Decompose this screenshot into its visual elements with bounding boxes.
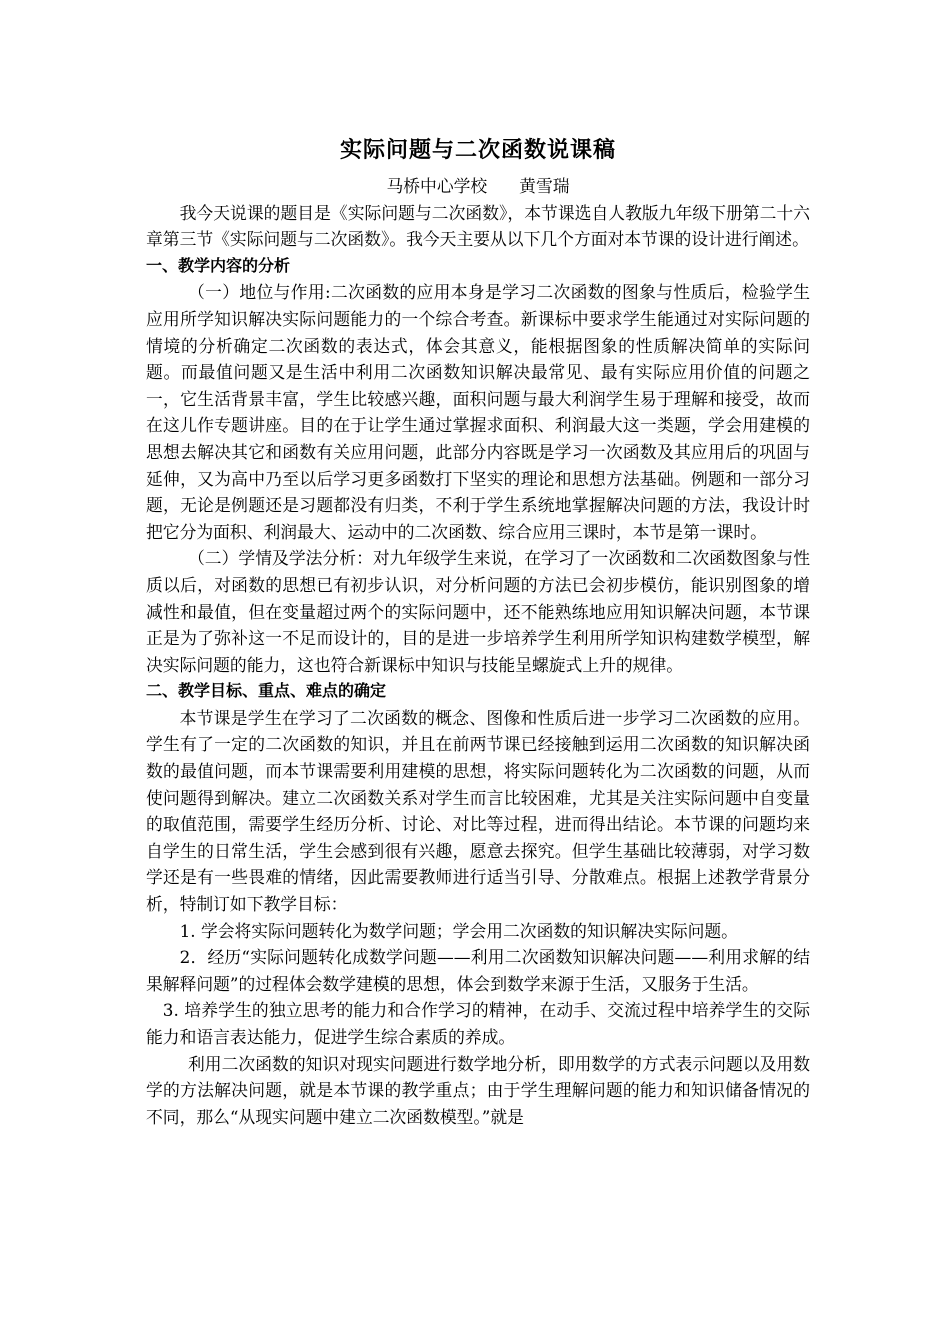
section2-paragraph-2: 利用二次函数的知识对现实问题进行数学地分析，即用数学的方式表示问题以及用数学的方法解决问题，就是本节课的教学重点；由于学生理解问题的能力和知识储备情况的不同，那么“从现实问题中建立二次函数模型。”就是	[146, 1053, 810, 1127]
section1-paragraph-2: （二）学情及学法分析：对九年级学生来说，在学习了一次函数和二次函数图象与性质以后，对函数的思想已有初步认识，对分析问题的方法已会初步模仿，能识别图象的增减性和最值，但在变量超过两个的实际问题中，还不能熟练地应用知识解决问题，本节课正是为了弥补这一不足而设计的，目的是进一步培养学生利用所学知识构建数学模型，解决实际问题的能力，这也符合新课标中知识与技能呈螺旋式上升的规律。	[146, 548, 810, 675]
document-page	[146, 133, 810, 1130]
section2-paragraph-1: 本节课是学生在学习了二次函数的概念、图像和性质后进一步学习二次函数的应用。学生有了一定的二次函数的知识，并且在前两节课已经接触到运用二次函数的知识解决函数的最值问题，而本节课需要利用建模的思想，将实际问题转化为二次函数的问题，从而使问题得到解决。建立二次函数关系对学生而言比较困难，尤其是关注实际问题中自变量的取值范围，需要学生经历分析、讨论、对比等过程，进而得出结论。本节课的问题均来自学生的日常生活，学生会感到很有兴趣，愿意去探究。但学生基础比较薄弱，对学习数学还是有一些畏难的情绪，因此需要教师进行适当引导、分散难点。根据上述教学背景分析，特制订如下教学目标：	[146, 707, 810, 915]
intro-paragraph: 我今天说课的题目是《实际问题与二次函数》，本节课选自人教版九年级下册第二十六章第三节《实际问题与二次函数》。我今天主要从以下几个方面对本节课的设计进行阐述。	[146, 202, 810, 250]
goal-item-3: 3. 培养学生的独立思考的能力和合作学习的精神，在动手、交流过程中培养学生的交际能力和语言表达能力，促进学生综合素质的养成。	[146, 1000, 810, 1047]
goal-item-1: 1. 学会将实际问题转化为数学问题；学会用二次函数的知识解决实际问题。	[179, 920, 738, 941]
goal-item-2: 2．经历“实际问题转化成数学问题——利用二次函数知识解决问题——利用求解的结果解释问题”的过程体会数学建模的思想，体会到数学来源于生活，又服务于生活。	[146, 947, 810, 994]
author-line: 马桥中心学校 黄雪瑞	[386, 176, 570, 196]
section-heading-2: 二、教学目标、重点、难点的确定	[146, 681, 387, 701]
section1-paragraph-1: （一）地位与作用:二次函数的应用本身是学习二次函数的图象与性质后，检验学生应用所学知识解决实际问题能力的一个综合考查。新课标中要求学生能通过对实际问题的情境的分析确定二次函数的表达式，体会其意义，能根据图象的性质解决简单的实际问题。而最值问题又是生活中利用二次函数知识解决最常见、最有实际应用价值的问题之一，它生活背景丰富，学生比较感兴趣，面积问题与最大利润学生易于理解和接受，故而在这儿作专题讲座。目的在于让学生通过掌握求面积、利润最大这一类题，学会用建模的思想去解决其它和函数有关应用问题，此部分内容既是学习一次函数及其应用后的巩固与延伸，又为高中乃至以后学习更多函数打下坚实的理论和思想方法基础。例题和一部分习题，无论是例题还是习题都没有归类，不利于学生系统地掌握解决问题的方法，我设计时把它分为面积、利润最大、运动中的二次函数、综合应用三课时，本节是第一课时。	[146, 282, 810, 542]
document-title: 实际问题与二次函数说课稿	[339, 138, 616, 163]
section-heading-1: 一、教学内容的分析	[146, 255, 291, 275]
